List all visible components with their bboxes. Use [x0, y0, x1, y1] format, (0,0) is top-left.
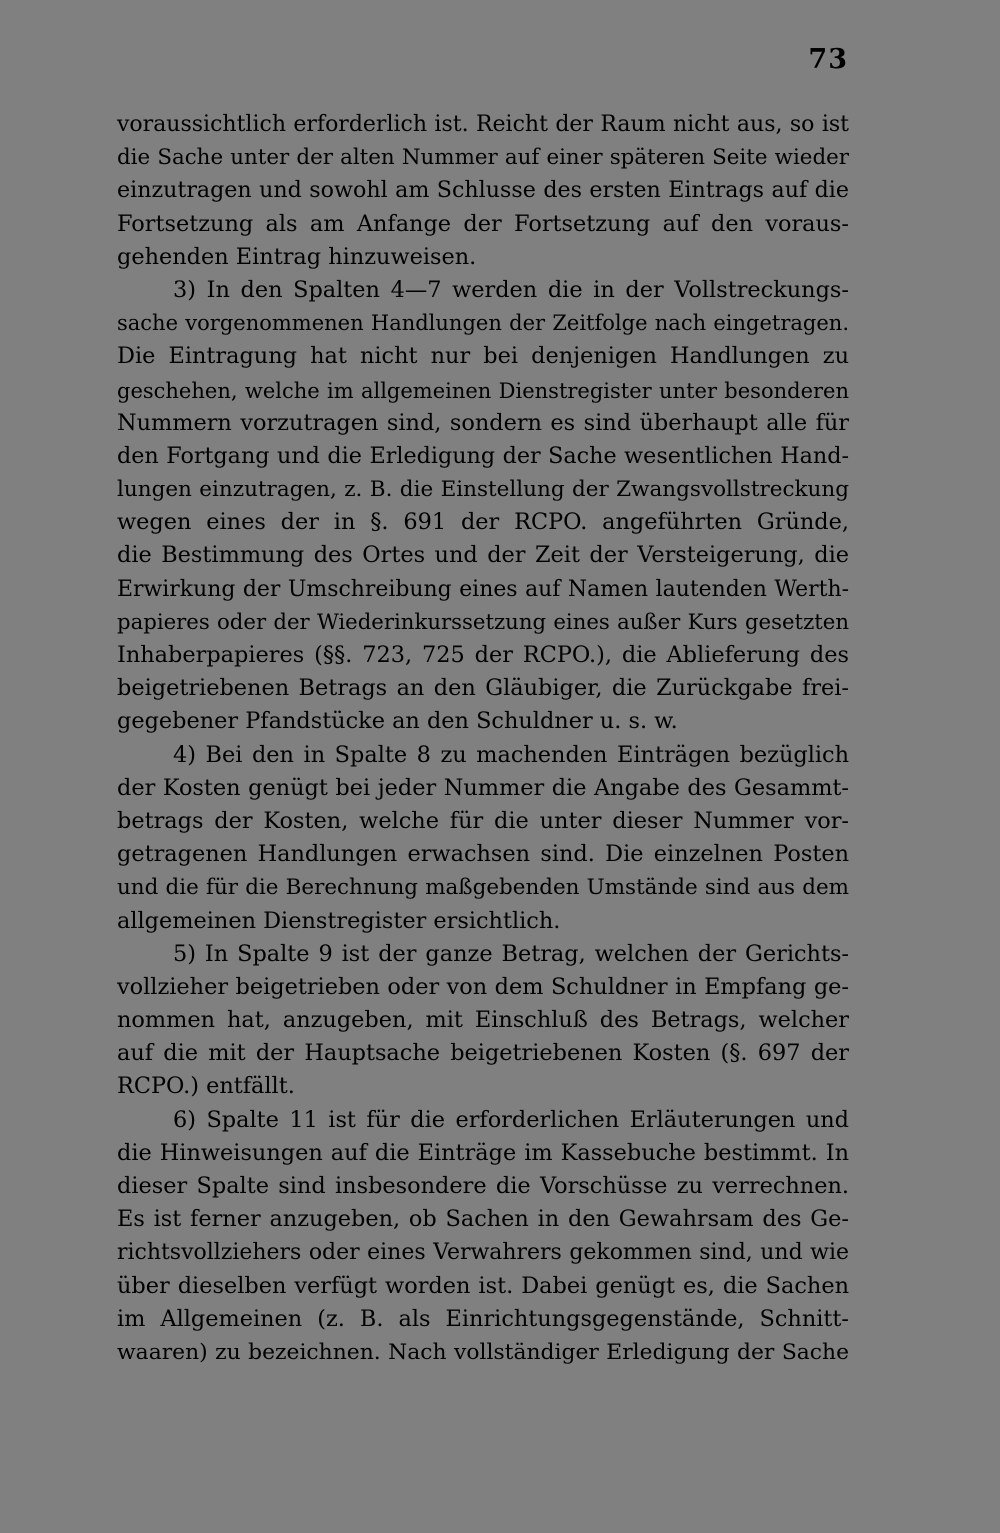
- text-line: gehenden Eintrag hinzuweisen.: [117, 243, 477, 270]
- text-line: einzutragen und sowohl am Schlusse des ersten Eintrags auf die: [117, 177, 849, 204]
- text-line: Fortsetzung als am Anfange der Fortsetzung auf den voraus-: [117, 210, 849, 237]
- text-line: Es ist ferner anzugeben, ob Sachen in den Gewahrsam des Ge-: [117, 1206, 849, 1233]
- text-line: wegen eines der in §. 691 der RCPO. angeführten Gründe,: [117, 509, 849, 536]
- text-line: über dieselben verfügt worden ist. Dabei genügt es, die Sachen: [117, 1272, 849, 1299]
- text-line: 6) Spalte 11 ist für die erforderlichen Erläuterungen und: [173, 1106, 849, 1133]
- text-line: die Sache unter der alten Nummer auf einer späteren Seite wieder: [117, 145, 849, 171]
- text-line: richtsvollziehers oder eines Verwahrers gekommen sind, und wie: [117, 1240, 849, 1266]
- text-line: lungen einzutragen, z. B. die Einstellung der Zwangsvollstreckung: [117, 477, 849, 503]
- text-line: beigetriebenen Betrags an den Gläubiger, die Zurückgabe frei-: [117, 675, 849, 702]
- text-line: voraussichtlich erforderlich ist. Reicht der Raum nicht aus, so ist: [117, 112, 849, 137]
- text-line: Erwirkung der Umschreibung eines auf Namen lautenden Werth-: [117, 576, 849, 602]
- text-line: sache vorgenommenen Handlungen der Zeitfolge nach eingetragen.: [117, 311, 849, 336]
- text-line: RCPO.) entfällt.: [117, 1073, 295, 1100]
- text-line: und die für die Berechnung maßgebenden Umstände sind aus dem: [117, 875, 849, 901]
- text-line: im Allgemeinen (z. B. als Einrichtungsgegenstände, Schnitt-: [117, 1305, 849, 1332]
- text-line: Die Eintragung hat nicht nur bei denjenigen Handlungen zu: [117, 343, 849, 370]
- text-line: geschehen, welche im allgemeinen Dienstregister unter besonderen: [117, 377, 849, 403]
- text-line: 5) In Spalte 9 ist der ganze Betrag, welchen der Gerichts-: [173, 940, 849, 967]
- text-line: nommen hat, anzugeben, mit Einschluß des Betrags, welcher: [117, 1007, 849, 1034]
- text-line: vollzieher beigetrieben oder von dem Schuldner in Empfang ge-: [117, 973, 849, 1000]
- text-line: auf die mit der Hauptsache beigetriebenen Kosten (§. 697 der: [117, 1040, 849, 1067]
- text-line: die Bestimmung des Ortes und der Zeit der Versteigerung, die: [117, 542, 849, 569]
- text-line: die Hinweisungen auf die Einträge im Kassebuche bestimmt. In: [117, 1139, 849, 1166]
- text-line: getragenen Handlungen erwachsen sind. Die einzelnen Posten: [117, 841, 849, 868]
- text-line: allgemeinen Dienstregister ersichtlich.: [117, 907, 561, 934]
- text-line: dieser Spalte sind insbesondere die Vorschüsse zu verrechnen.: [117, 1173, 849, 1199]
- text-line: 4) Bei den in Spalte 8 zu machenden Einträgen bezüglich: [173, 741, 849, 768]
- text-line: Nummern vorzutragen sind, sondern es sind überhaupt alle für: [117, 409, 849, 436]
- body-text: [117, 108, 849, 1369]
- text-line: waaren) zu bezeichnen. Nach vollständiger Erledigung der Sache: [117, 1339, 849, 1365]
- page-number: 73: [808, 44, 848, 75]
- text-line: der Kosten genügt bei jeder Nummer die Angabe des Gesammt-: [117, 774, 849, 801]
- text-line: gegebener Pfandstücke an den Schuldner u. s. w.: [117, 708, 678, 735]
- text-line: 3) In den Spalten 4—7 werden die in der Vollstreckungs-: [173, 276, 849, 303]
- text-line: den Fortgang und die Erledigung der Sache wesentlichen Hand-: [117, 442, 849, 469]
- text-line: Inhaberpapieres (§§. 723, 725 der RCPO.), die Ablieferung des: [117, 642, 849, 668]
- text-line: betrags der Kosten, welche für die unter dieser Nummer vor-: [117, 807, 849, 834]
- text-line: papieres oder der Wiederinkurssetzung eines außer Kurs gesetzten: [117, 609, 849, 635]
